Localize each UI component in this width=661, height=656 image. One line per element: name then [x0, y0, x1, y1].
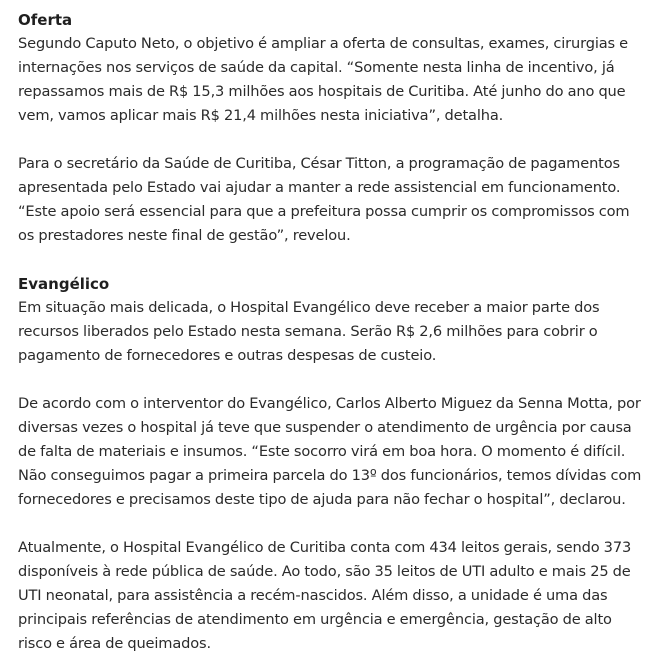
paragraph-objetivo-ampliar-oferta: Segundo Caputo Neto, o objetivo é ampliar a oferta de consultas, exames, cirurgias e internações nos serviços de saúde da capital. “Somente nesta linha de incentivo, já repassamos mais de R$ 15,3 milhões aos hospitais de Curitiba. Até junho do ano que vem, vamos aplicar mais R$ 21,4 milhões nesta iniciativa”, detalha.: [18, 35, 628, 124]
paragraph-interventor: De acordo com o interventor do Evangélico, Carlos Alberto Miguez da Senna Motta, por diversas vezes o hospital já teve que suspender o atendimento de urgência por causa de falta de materiais e insumos. “Este socorro virá em boa hora. O momento é difícil. Não conseguimos pagar a primeira parcela do 13º dos funcionários, temos dívidas com fornecedores e precisamos deste tipo de ajuda para não fechar o hospital”, declarou.: [18, 395, 642, 508]
paragraph-situacao-delicada: Em situação mais delicada, o Hospital Evangélico deve receber a maior parte dos recursos liberados pelo Estado nesta semana. Serão R$ 2,6 milhões para cobrir o pagamento de fornecedores e outras despesas de custeio.: [18, 299, 600, 364]
section-heading-oferta: Oferta: [18, 11, 73, 29]
paragraph-leitos: Atualmente, o Hospital Evangélico de Curitiba conta com 434 leitos gerais, sendo 373 disponíveis à rede pública de saúde. Ao todo, são 35 leitos de UTI adulto e mais 25 de UTI neonatal, para assistência a recém-nascidos. Além disso, a unidade é uma das principais referências de atendimento em urgência e emergência, gestação de alto risco e área de queimados.: [18, 539, 632, 652]
section-heading-evangelico: Evangélico: [18, 275, 110, 293]
paragraph-secretario-saude: Para o secretário da Saúde de Curitiba, César Titton, a programação de pagamentos apresentada pelo Estado vai ajudar a manter a rede assistencial em funcionamento. “Este apoio será essencial para que a prefeitura possa cumprir os compromissos com os prestadores neste final de gestão”, revelou.: [18, 155, 630, 244]
